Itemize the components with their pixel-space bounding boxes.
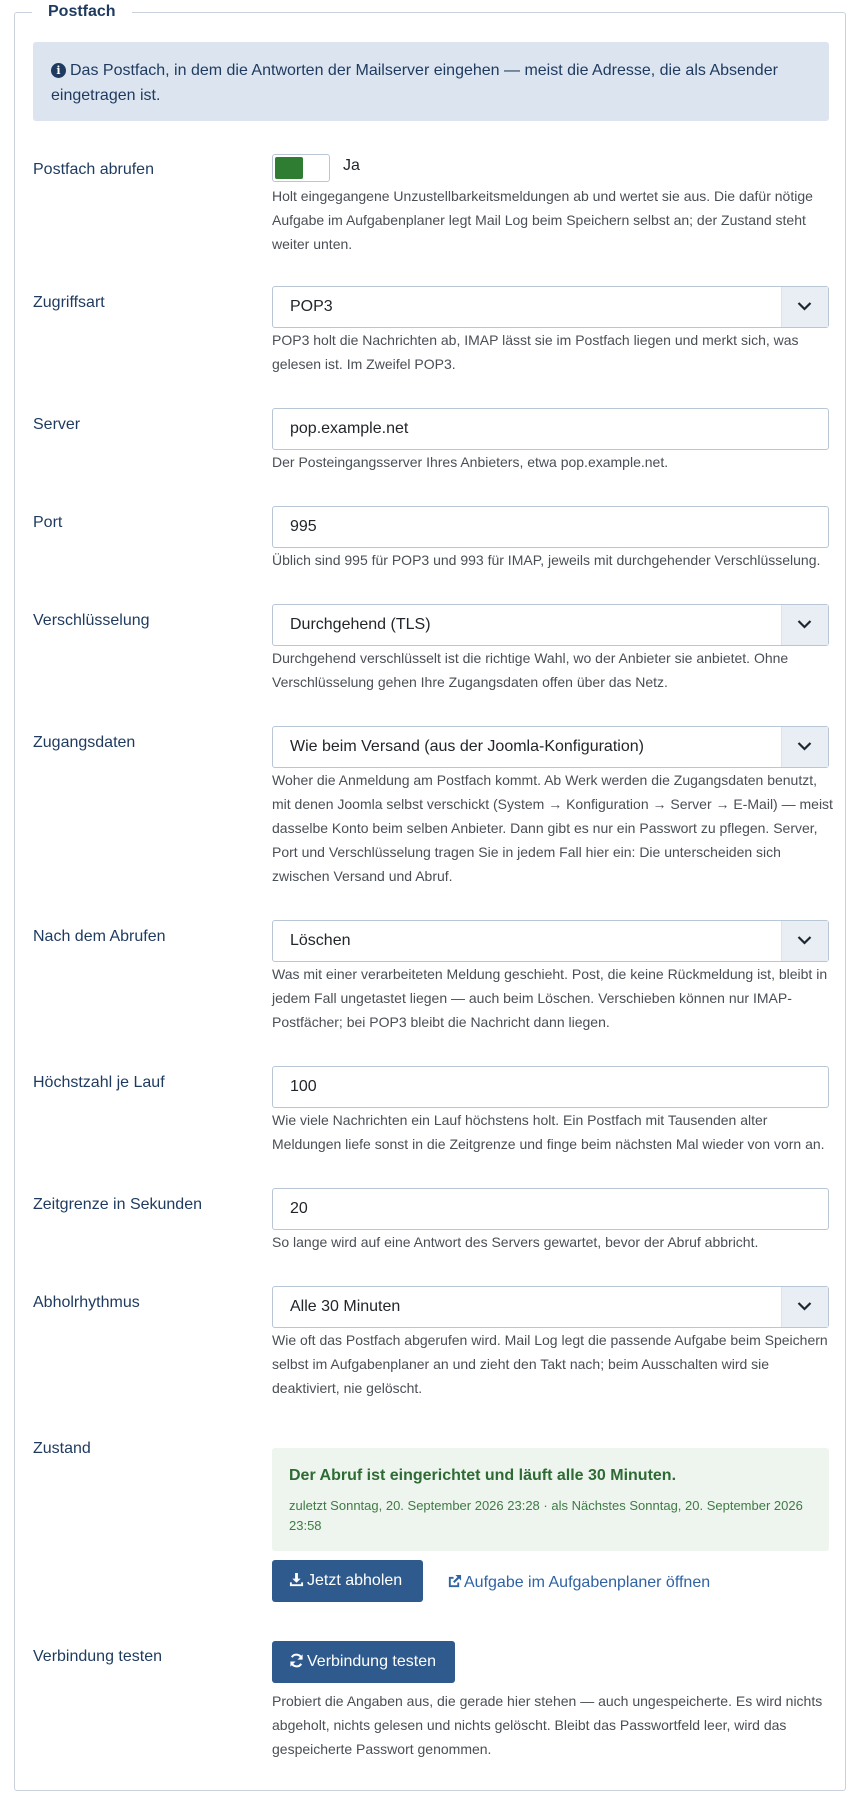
chevron-down-icon	[781, 605, 828, 645]
max-per-run-value: 100	[290, 1078, 317, 1095]
status-box	[272, 1448, 829, 1551]
info-icon: i	[51, 63, 66, 78]
chevron-down-icon	[781, 921, 828, 961]
test-label: Verbindung testen	[33, 1648, 162, 1665]
credentials-select-value: Wie beim Versand (aus der Joomla-Konfiguration)	[290, 738, 644, 755]
toggle-on-indicator	[275, 157, 303, 179]
server-help: Der Posteingangsserver Ihres Anbieters, etwa pop.example.net.	[272, 454, 669, 470]
access-select-value: POP3	[290, 298, 333, 315]
status-detail: zuletzt Sonntag, 20. September 2026 23:28 · als Nächstes Sonntag, 20. September 2026 23:58	[289, 1498, 803, 1533]
server-label: Server	[33, 416, 81, 433]
max-per-run-label: Höchstzahl je Lauf	[33, 1074, 165, 1091]
after-fetch-select[interactable]	[272, 920, 829, 962]
interval-select[interactable]	[272, 1286, 829, 1328]
port-input-value: 995	[290, 518, 317, 535]
encryption-label: Verschlüsselung	[33, 612, 150, 629]
server-input[interactable]	[272, 408, 829, 450]
after-fetch-select-value: Löschen	[290, 932, 351, 949]
interval-help: Wie oft das Postfach abgerufen wird. Mail Log legt die passende Aufgabe beim Speichern selbst im Aufgabenplaner an und zieht den Takt nach; beim Ausschalten wird sie deaktiviert, nie gelöscht.	[272, 1332, 828, 1396]
timeout-input[interactable]	[272, 1188, 829, 1230]
access-help: POP3 holt die Nachrichten ab, IMAP lässt sie im Postfach liegen und merkt sich, was gelesen ist. Im Zweifel POP3.	[272, 332, 799, 372]
chevron-down-icon	[781, 1287, 828, 1327]
fetch-toggle[interactable]	[272, 154, 330, 182]
encryption-select-value: Durchgehend (TLS)	[290, 616, 431, 633]
fieldset-legend: Postfach	[32, 2, 132, 22]
download-icon	[289, 1572, 304, 1587]
timeout-value: 20	[290, 1200, 308, 1217]
interval-select-value: Alle 30 Minuten	[290, 1298, 401, 1315]
open-task-link[interactable]	[447, 1573, 710, 1593]
fetch-toggle-label: Ja	[343, 157, 360, 174]
timeout-help: So lange wird auf eine Antwort des Servers gewartet, bevor der Abruf abbricht.	[272, 1234, 759, 1250]
status-label: Zustand	[33, 1440, 91, 1457]
credentials-select[interactable]	[272, 726, 829, 768]
port-input[interactable]	[272, 506, 829, 548]
max-per-run-input[interactable]	[272, 1066, 829, 1108]
access-select[interactable]	[272, 286, 829, 328]
fetch-now-button[interactable]	[272, 1560, 423, 1602]
max-per-run-help: Wie viele Nachrichten ein Lauf höchstens holt. Ein Postfach mit Tausenden alter Meldungen liefe sonst in die Zeitgrenze und finge beim nächsten Mal wieder von vorn an.	[272, 1112, 825, 1152]
port-label: Port	[33, 514, 63, 531]
access-label: Zugriffsart	[33, 294, 105, 311]
info-alert	[33, 42, 829, 121]
info-text: Das Postfach, in dem die Antworten der Mailserver eingehen — meist die Adresse, die als Absender eingetragen ist.	[51, 62, 778, 104]
after-fetch-label: Nach dem Abrufen	[33, 928, 166, 945]
encryption-select[interactable]	[272, 604, 829, 646]
port-help: Üblich sind 995 für POP3 und 993 für IMAP, jeweils mit durchgehender Verschlüsselung.	[272, 552, 821, 568]
test-connection-button[interactable]	[272, 1641, 455, 1683]
chevron-down-icon	[781, 727, 828, 767]
open-task-label: Aufgabe im Aufgabenplaner öffnen	[464, 1574, 711, 1591]
test-connection-label: Verbindung testen	[307, 1653, 436, 1670]
interval-label: Abholrhythmus	[33, 1294, 140, 1311]
fetch-label: Postfach abrufen	[33, 161, 154, 178]
chevron-down-icon	[781, 287, 828, 327]
refresh-icon	[289, 1653, 304, 1668]
timeout-label: Zeitgrenze in Sekunden	[33, 1196, 202, 1213]
status-headline: Der Abruf ist eingerichtet und läuft alle 30 Minuten.	[289, 1467, 677, 1484]
fetch-help: Holt eingegangene Unzustellbarkeitsmeldungen ab und wertet sie aus. Die dafür nötige Aufgabe im Aufgabenplaner legt Mail Log beim Speichern selbst an; der Zustand steht weiter unten.	[272, 188, 813, 252]
credentials-help: Woher die Anmeldung am Postfach kommt. Ab Werk werden die Zugangsdaten benutzt, mit denen Joomla selbst verschickt (System → Konfiguration → Server → E-Mail) — meist dasselbe Konto beim selben Anbieter. Dann gibt es nur ein Passwort zu pflegen. Server, Port und Verschlüsselung tragen Sie in jedem Fall hier ein: Die unterscheiden sich zwischen Versand und Abruf.	[272, 772, 833, 884]
test-help: Probiert die Angaben aus, die gerade hier stehen — auch ungespeicherte. Es wird nichts abgeholt, nichts gelesen und nichts gelöscht. Bleibt das Passwortfeld leer, wird das gespeicherte Passwort genommen.	[272, 1693, 823, 1757]
encryption-help: Durchgehend verschlüsselt ist die richtige Wahl, wo der Anbieter sie anbietet. Ohne Verschlüsselung gehen Ihre Zugangsdaten offen über das Netz.	[272, 650, 789, 690]
credentials-label: Zugangsdaten	[33, 734, 136, 751]
after-fetch-help: Was mit einer verarbeiteten Meldung geschieht. Post, die keine Rückmeldung ist, bleibt in jedem Fall ungetastet liegen — auch beim Löschen. Verschieben können nur IMAP-Postfächer; bei POP3 bleibt die Nachricht dann liegen.	[272, 966, 828, 1030]
server-input-value: pop.example.net	[290, 420, 409, 437]
external-link-icon	[447, 1574, 462, 1589]
fetch-now-label: Jetzt abholen	[307, 1572, 403, 1589]
